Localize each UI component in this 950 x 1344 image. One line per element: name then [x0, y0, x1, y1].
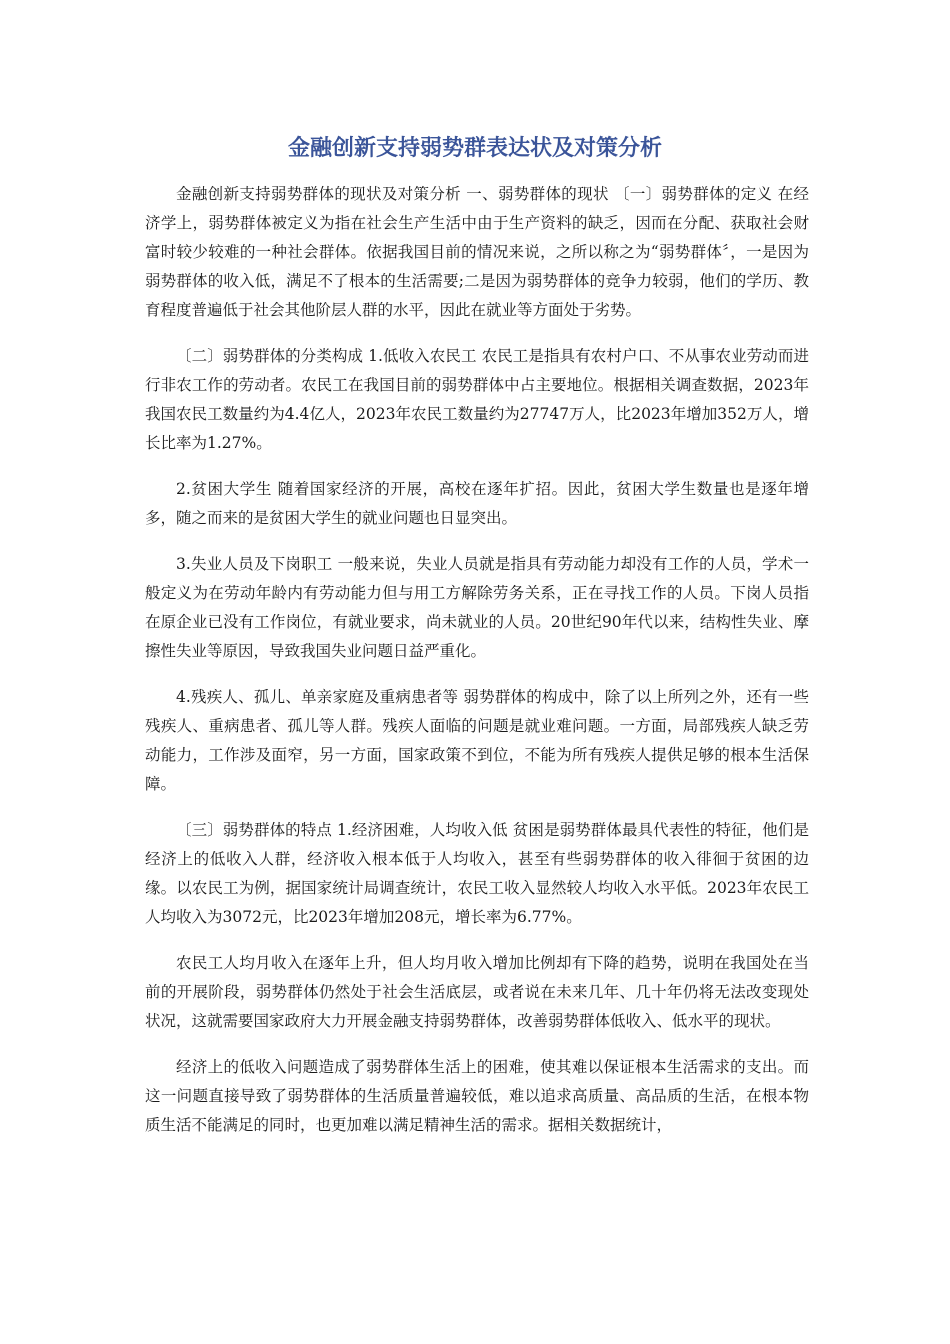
paragraph: 经济上的低收入问题造成了弱势群体生活上的困难，使其难以保证根本生活需求的支出。而这一问题直接导致了弱势群体的生活质量普遍较低，难以追求高质量、高品质的生活，在根本物质生活不能满足的同时，也更加难以满足精神生活的需求。据相关数据统计， — [145, 1058, 809, 1134]
paragraph: 金融创新支持弱势群体的现状及对策分析 一、弱势群体的现状 〔一〕弱势群体的定义 在经济学上，弱势群体被定义为指在社会生产生活中由于生产资料的缺乏，因而在分配、获取社会财富时较少较难的一种社会群体。依据我国目前的情况来说，之所以称之为“弱势群体〞，一是因为弱势群体的收入低，满足不了根本的生活需要;二是因为弱势群体的竞争力较弱，他们的学历、教育程度普遍低于社会其他阶层人群的水平，因此在就业等方面处于劣势。 — [145, 185, 809, 319]
paragraph: 2.贫困大学生 随着国家经济的开展，高校在逐年扩招。因此，贫困大学生数量也是逐年增多，随之而来的是贫困大学生的就业问题也日显突出。 — [145, 480, 809, 527]
paragraph: 4.残疾人、孤儿、单亲家庭及重病患者等 弱势群体的构成中，除了以上所列之外，还有一些残疾人、重病患者、孤儿等人群。残疾人面临的问题是就业难问题。一方面，局部残疾人缺乏劳动能力，工作涉及面窄，另一方面，国家政策不到位，不能为所有残疾人提供足够的根本生活保障。 — [145, 688, 809, 793]
paragraph: 农民工人均月收入在逐年上升，但人均月收入增加比例却有下降的趋势，说明在我国处在当前的开展阶段，弱势群体仍然处于社会生活底层，或者说在未来几年、几十年仍将无法改变现处状况，这就需要国家政府大力开展金融支持弱势群体，改善弱势群体低收入、低水平的现状。 — [145, 954, 809, 1030]
document-title: 金融创新支持弱势群表达状及对策分析 — [287, 136, 662, 161]
paragraph: 〔三〕弱势群体的特点 1.经济困难，人均收入低 贫困是弱势群体最具代表性的特征，他们是经济上的低收入人群，经济收入根本低于人均收入，甚至有些弱势群体的收入徘徊于贫困的边缘。以农民工为例，据国家统计局调查统计，农民工收入显然较人均收入水平低。2023年农民工人均收入为3072元，比2023年增加208元，增长率为6.77%。 — [145, 821, 809, 926]
document-body — [145, 180, 809, 1157]
paragraph: 3.失业人员及下岗职工 一般来说，失业人员就是指具有劳动能力却没有工作的人员，学术一般定义为在劳动年龄内有劳动能力但与用工方解除劳务关系，正在寻找工作的人员。下岗人员指在原企业已没有工作岗位，有就业要求，尚未就业的人员。20世纪90年代以来，结构性失业、摩擦性失业等原因，导致我国失业问题日益严重化。 — [145, 555, 809, 660]
paragraph: 〔二〕弱势群体的分类构成 1.低收入农民工 农民工是指具有农村户口、不从事农业劳动而进行非农工作的劳动者。农民工在我国目前的弱势群体中占主要地位。根据相关调查数据，2023年我国农民工数量约为4.4亿人，2023年农民工数量约为27747万人，比2023年增加352万人，增长比率为1.27%。 — [145, 347, 809, 452]
